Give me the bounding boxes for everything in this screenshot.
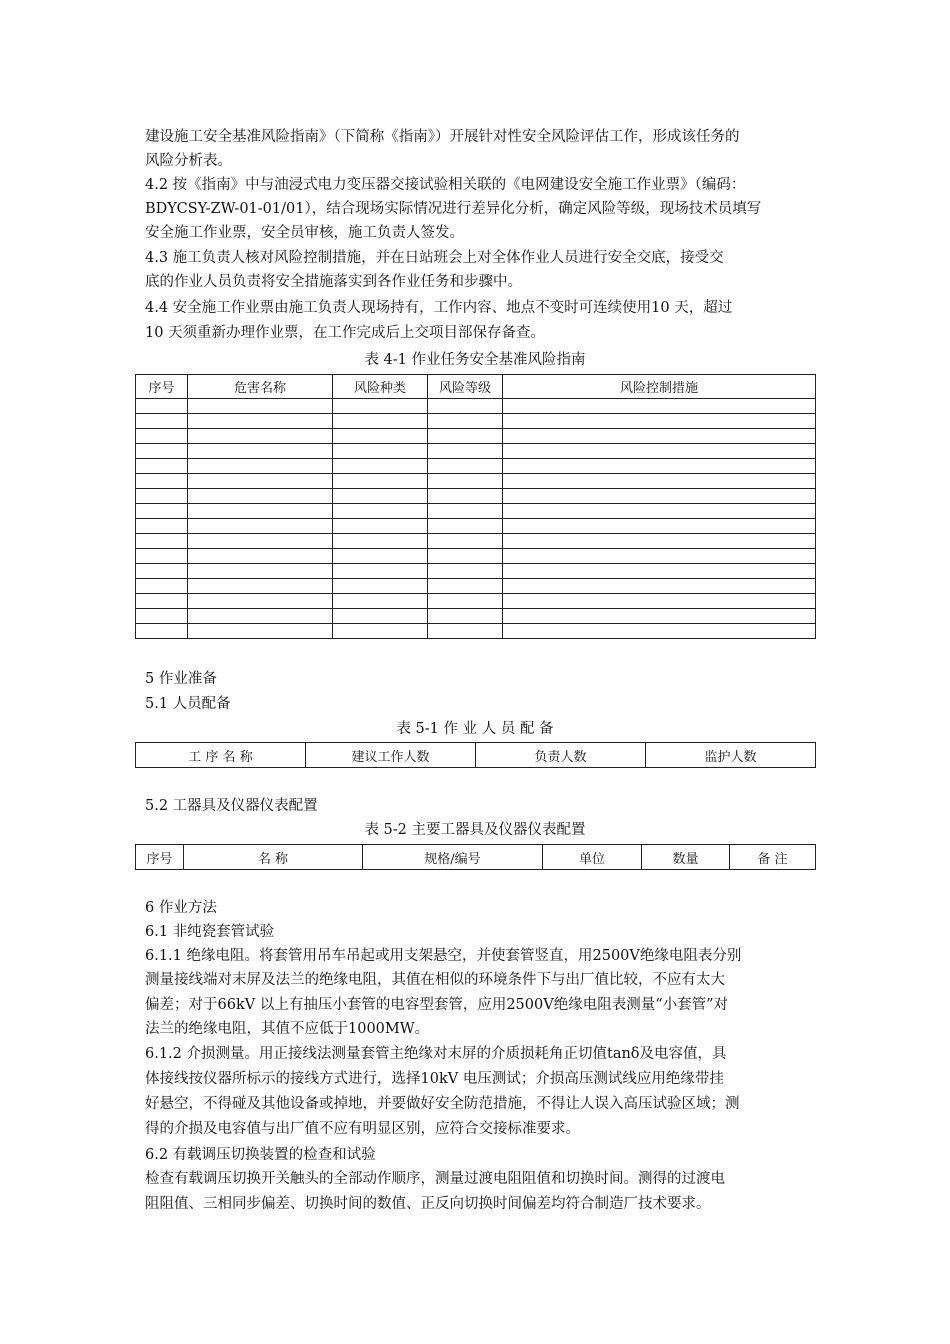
header-cell: 风险控制措施 — [503, 375, 816, 399]
header-cell: 风险等级 — [428, 375, 503, 399]
paragraph-line: 得的介损及电容值与出厂值不应有明显区别，应符合交接标准要求。 — [145, 1121, 580, 1137]
table-row — [136, 474, 816, 489]
table-row — [136, 414, 816, 429]
table-row — [136, 579, 816, 594]
paragraph-line: 阻阻值、三相同步偏差、切换时间的数值、正反向切换时间偏差均符合制造厂技术要求。 — [145, 1196, 711, 1212]
header-cell: 序号 — [136, 845, 184, 870]
risk-guide-table — [135, 374, 816, 639]
paragraph-line: 好悬空，不得碰及其他设备或掉地，并要做好安全防范措施，不得让人误入高压试验区域；测 — [145, 1096, 740, 1112]
paragraph-line: 法兰的绝缘电阻，其值不应低于1000MW。 — [145, 1021, 430, 1037]
header-cell: 序号 — [136, 375, 188, 399]
table-row — [136, 624, 816, 639]
paragraph-line: 4.2 按《指南》中与油浸式电力变压器交接试验相关联的《电网建设安全施工作业票》（编码： — [145, 177, 746, 193]
header-cell: 工 序 名 称 — [136, 743, 306, 768]
table-5-1-caption: 表 5-1 作 业 人 员 配 备 — [396, 721, 554, 737]
table-row — [136, 594, 816, 609]
table-row — [136, 609, 816, 624]
personnel-table — [135, 742, 816, 768]
table-row — [136, 504, 816, 519]
section-heading: 5 作业准备 — [145, 671, 217, 687]
table-row — [136, 564, 816, 579]
header-cell: 监护人数 — [646, 743, 816, 768]
paragraph-line: 4.3 施工负责人核对风险控制措施，并在日站班会上对全体作业人员进行安全交底，接受交 — [145, 250, 724, 266]
header-cell: 备 注 — [730, 845, 816, 870]
tools-table — [135, 844, 816, 870]
section-heading: 6 作业方法 — [145, 900, 217, 916]
header-cell: 数量 — [642, 845, 730, 870]
subsection-heading: 6.2 有载调压切换装置的检查和试验 — [145, 1147, 376, 1163]
table-header-row — [136, 743, 816, 768]
table-row — [136, 444, 816, 459]
header-cell: 规格/编号 — [363, 845, 543, 870]
paragraph-line: 6.1.1 绝缘电阻。将套管用吊车吊起或用支架悬空，并使套管竖直，用2500V绝缘电阻表分别 — [145, 948, 742, 964]
table-row — [136, 489, 816, 504]
paragraph-line: 4.4 安全施工作业票由施工负责人现场持有，工作内容、地点不变时可连续使用10 天，超过 — [145, 300, 733, 316]
table-header-row — [136, 375, 816, 399]
table-row — [136, 534, 816, 549]
header-cell: 风险种类 — [333, 375, 428, 399]
table-row — [136, 459, 816, 474]
table-row — [136, 399, 816, 414]
paragraph-line: BDYCSY-ZW-01-01/01），结合现场实际情况进行差异化分析，确定风险等级，现场技术员填写 — [145, 201, 762, 217]
header-cell: 名 称 — [184, 845, 363, 870]
paragraph-line: 体接线按仪器所标示的接线方式进行，选择10kV 电压测试；介损高压测试线应用绝缘带挂 — [145, 1071, 724, 1087]
subsection-heading: 5.1 人员配备 — [145, 696, 231, 712]
paragraph-line: 偏差；对于66kV 以上有抽压小套管的电容型套管，应用2500V绝缘电阻表测量“小套管”对 — [145, 997, 729, 1013]
paragraph-line: 测量接线端对末屏及法兰的绝缘电阻，其值在相似的环境条件下与出厂值比较，不应有太大 — [145, 972, 725, 988]
table-5-2-caption: 表 5-2 主要工器具及仪器仪表配置 — [364, 822, 586, 838]
header-cell: 单位 — [543, 845, 642, 870]
paragraph-line: 安全施工作业票，安全员审核，施工负责人签发。 — [145, 225, 464, 241]
paragraph-line: 建设施工安全基准风险指南》（下简称《指南》）开展针对性安全风险评估工作，形成该任务的 — [145, 129, 740, 145]
table-4-1-caption: 表 4-1 作业任务安全基准风险指南 — [364, 352, 586, 368]
header-cell: 危害名称 — [188, 375, 333, 399]
paragraph-line: 10 天须重新办理作业票，在工作完成后上交项目部保存备查。 — [145, 325, 546, 341]
table-header-row — [136, 845, 816, 870]
paragraph-line: 底的作业人员负责将安全措施落实到各作业任务和步骤中。 — [145, 274, 522, 290]
paragraph-line: 检查有载调压切换开关触头的全部动作顺序，测量过渡电阻阻值和切换时间。测得的过渡电 — [145, 1171, 725, 1187]
subsection-heading: 5.2 工器具及仪器仪表配置 — [145, 798, 318, 814]
table-row — [136, 429, 816, 444]
header-cell: 建议工作人数 — [306, 743, 476, 768]
table-row — [136, 519, 816, 534]
header-cell: 负责人数 — [476, 743, 646, 768]
subsection-heading: 6.1 非纯瓷套管试验 — [145, 924, 275, 940]
paragraph-line: 风险分析表。 — [145, 153, 232, 169]
paragraph-line: 6.1.2 介损测量。用正接线法测量套管主绝缘对末屏的介质损耗角正切值tanδ及电容值，具 — [145, 1046, 727, 1062]
table-row — [136, 549, 816, 564]
